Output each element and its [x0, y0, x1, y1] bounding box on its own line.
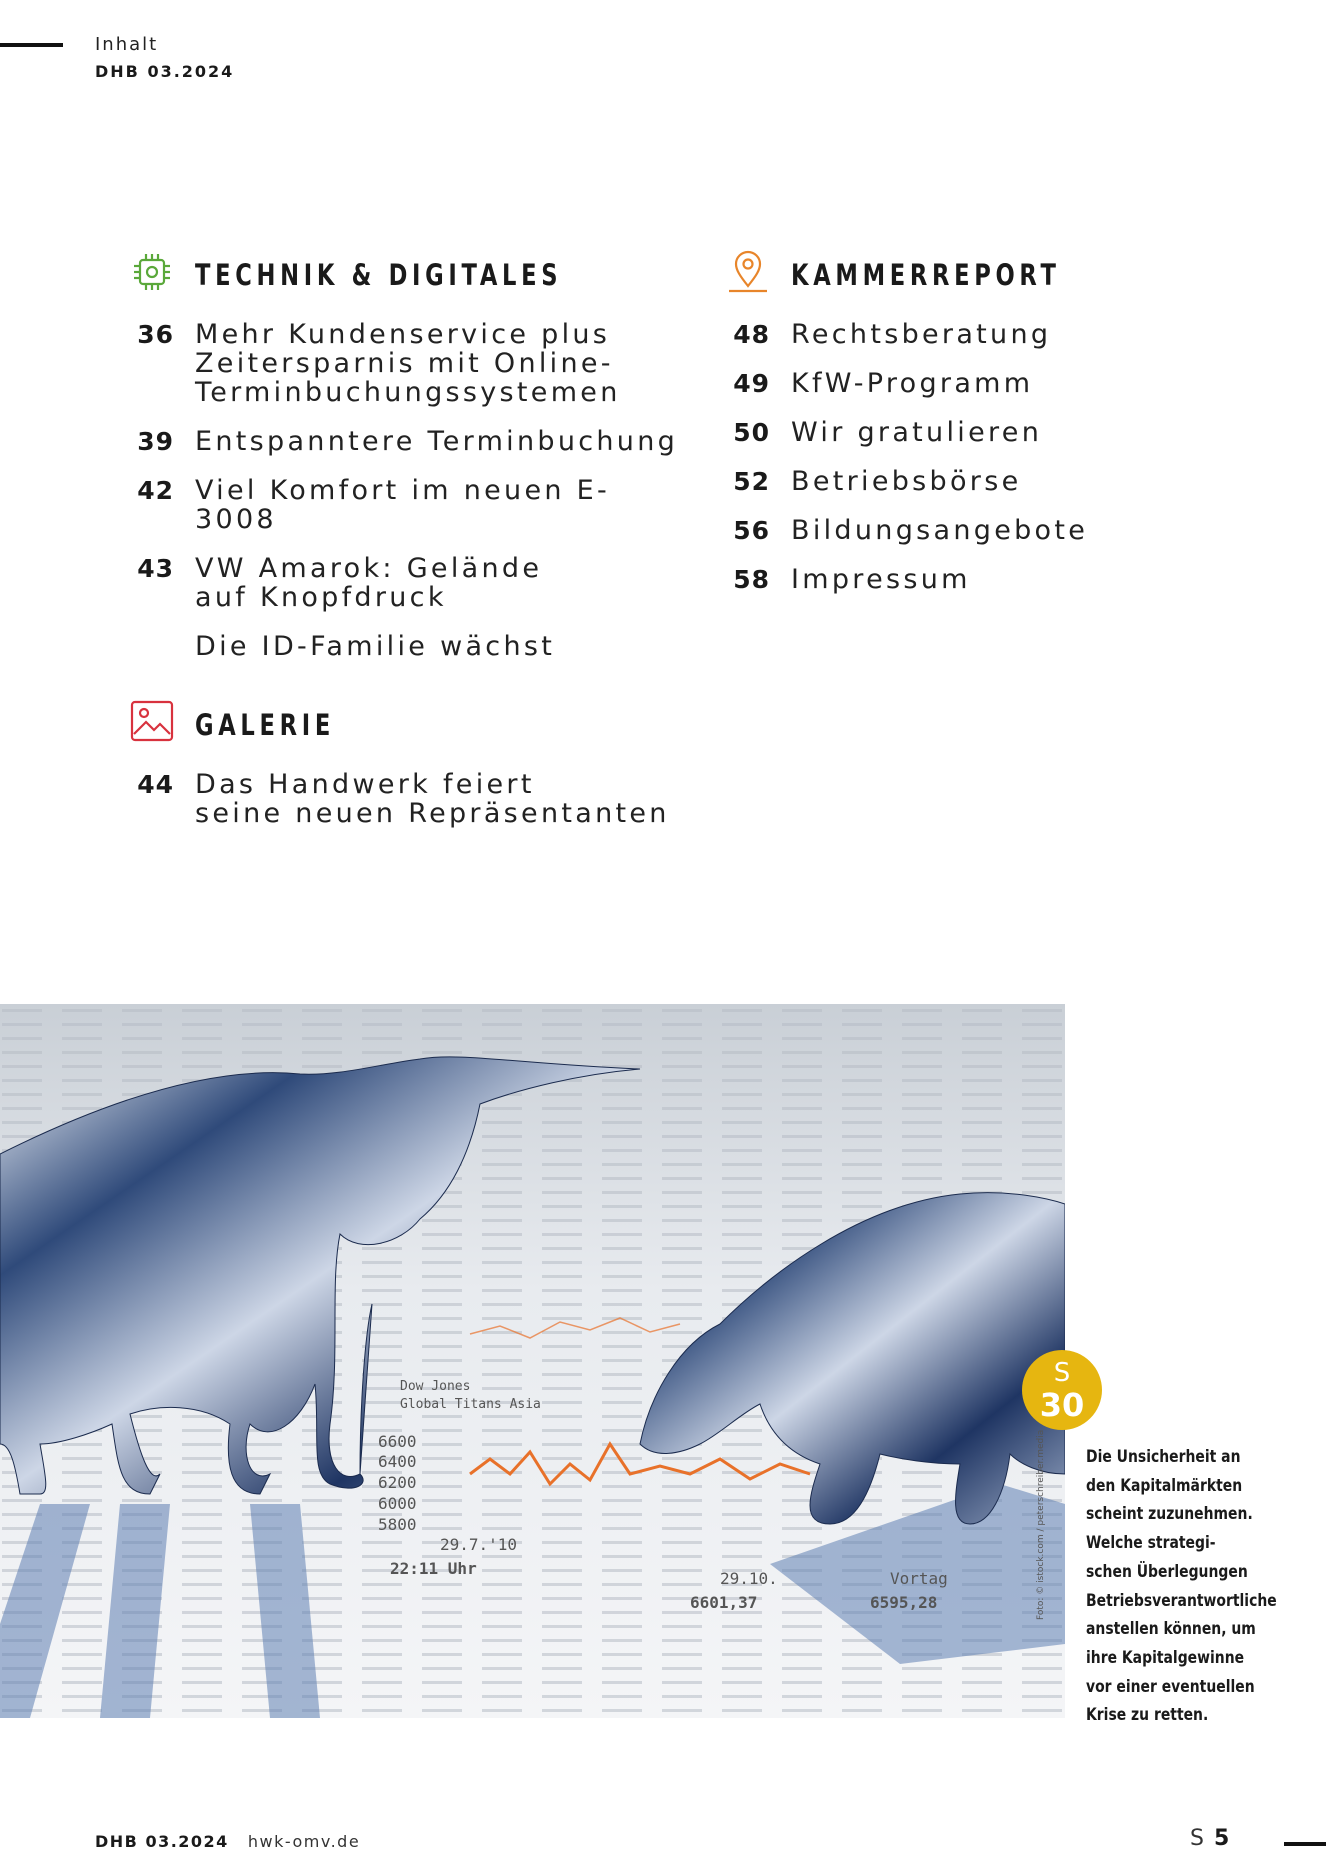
chart-tick-5800: 5800	[378, 1515, 417, 1534]
chart-date: 29.7.'10	[440, 1535, 518, 1554]
section-technik	[130, 258, 690, 681]
chart-value-1: 6601,37	[690, 1593, 758, 1612]
toc-entry[interactable]	[130, 320, 690, 407]
toc-list-technik	[130, 320, 690, 661]
toc-entry-title: VW Amarok: Gelände auf Knopfdruck	[195, 553, 543, 613]
toc-entry-title: Die ID-Familie wächst	[195, 631, 556, 662]
section-galerie	[130, 708, 690, 848]
chart-tick-6400: 6400	[378, 1452, 417, 1471]
toc-entry-title: Betriebsbörse	[791, 466, 1022, 497]
toc-page-number: 52	[733, 467, 770, 496]
toc-list-kammer	[726, 320, 1286, 594]
chip-icon	[130, 250, 174, 294]
toc-page-number: 43	[137, 554, 174, 583]
chart-index-label-2: Global Titans Asia	[400, 1397, 541, 1412]
toc-entry[interactable]	[130, 632, 690, 661]
toc-entry[interactable]	[130, 476, 690, 534]
toc-entry-title: KfW-Programm	[791, 368, 1034, 399]
toc-entry-title: Mehr Kundenservice plus Zeitersparnis mit Online- Terminbuchungssystemen	[195, 319, 621, 408]
bull-bear-illustration	[0, 1004, 1065, 1718]
header-rule	[0, 43, 63, 47]
toc-entry-title: Impressum	[791, 564, 971, 595]
footer-page-number	[1190, 1826, 1229, 1851]
toc-list-galerie	[130, 770, 690, 828]
section-galerie-title: GALERIE	[195, 708, 335, 742]
location-pin-icon	[726, 250, 770, 294]
feature-caption: Die Unsicherheit an den Kapitalmärkten scheint zuzunehmen. Welche strategi- schen Überlegungen Betriebsverantwortliche anstellen können, um ihre Kapitalgewinne vor einer eventuellen Krise zu retten.	[1086, 1447, 1277, 1726]
toc-page-number: 58	[733, 565, 770, 594]
toc-entry[interactable]	[726, 516, 1286, 545]
section-technik-heading	[130, 258, 690, 308]
toc-page-number: 44	[137, 770, 174, 799]
toc-entry[interactable]	[726, 320, 1286, 349]
section-kammer-title: KAMMERREPORT	[791, 258, 1061, 292]
toc-entry[interactable]	[130, 427, 690, 456]
section-kammer	[726, 258, 1286, 614]
toc-entry[interactable]	[726, 467, 1286, 496]
toc-entry[interactable]	[726, 369, 1286, 398]
chart-tick-6200: 6200	[378, 1473, 417, 1492]
footer-page-prefix: S	[1190, 1826, 1204, 1851]
footer-issue: DHB 03.2024	[95, 1832, 229, 1851]
chart-tick-6000: 6000	[378, 1494, 417, 1513]
chart-time: 22:11 Uhr	[390, 1559, 477, 1578]
chart-date-2: 29.10.	[720, 1569, 778, 1588]
toc-entry[interactable]	[130, 770, 690, 828]
chart-tick-6600: 6600	[378, 1432, 417, 1451]
toc-page-number: 39	[137, 427, 174, 456]
toc-entry-title: Wir gratulieren	[791, 417, 1043, 448]
toc-entry-title: Das Handwerk feiert seine neuen Repräsentanten	[195, 769, 670, 829]
toc-entry-title: Rechtsberatung	[791, 319, 1052, 350]
footer-page-value: 5	[1213, 1826, 1230, 1851]
section-galerie-heading	[130, 708, 690, 758]
toc-page-number: 56	[733, 516, 770, 545]
page-ref-prefix: S	[1053, 1358, 1071, 1388]
chart-prev-label: Vortag	[890, 1569, 948, 1588]
page-ref-badge[interactable]	[1022, 1350, 1102, 1430]
toc-page-number: 42	[137, 476, 174, 505]
image-icon	[130, 700, 174, 744]
toc-page-number: 36	[137, 320, 174, 349]
feature-photo	[0, 1004, 1065, 1718]
footer-website-link[interactable]: hwk-omv.de	[247, 1832, 361, 1851]
header-issue: DHB 03.2024	[95, 62, 235, 81]
toc-entry-title: Viel Komfort im neuen E-3008	[195, 475, 611, 535]
header-section: Inhalt	[95, 34, 159, 55]
section-kammer-heading	[726, 258, 1286, 308]
footer-rule	[1284, 1842, 1326, 1846]
footer-left	[95, 1832, 360, 1851]
chart-value-2: 6595,28	[870, 1593, 938, 1612]
chart-index-label: Dow Jones	[400, 1379, 471, 1394]
page-ref-number: 30	[1039, 1386, 1085, 1424]
photo-credit: Foto: © istock.com / peterschreiber.media	[1036, 1429, 1046, 1620]
toc-page-number: 48	[733, 320, 770, 349]
toc-entry[interactable]	[130, 554, 690, 612]
toc-page-number: 50	[733, 418, 770, 447]
toc-entry-title: Bildungsangebote	[791, 515, 1089, 546]
section-technik-title: TECHNIK & DIGITALES	[195, 258, 563, 292]
toc-page-number: 49	[733, 369, 770, 398]
toc-entry-title: Entspanntere Terminbuchung	[195, 426, 679, 457]
toc-entry[interactable]	[726, 418, 1286, 447]
toc-entry[interactable]	[726, 565, 1286, 594]
